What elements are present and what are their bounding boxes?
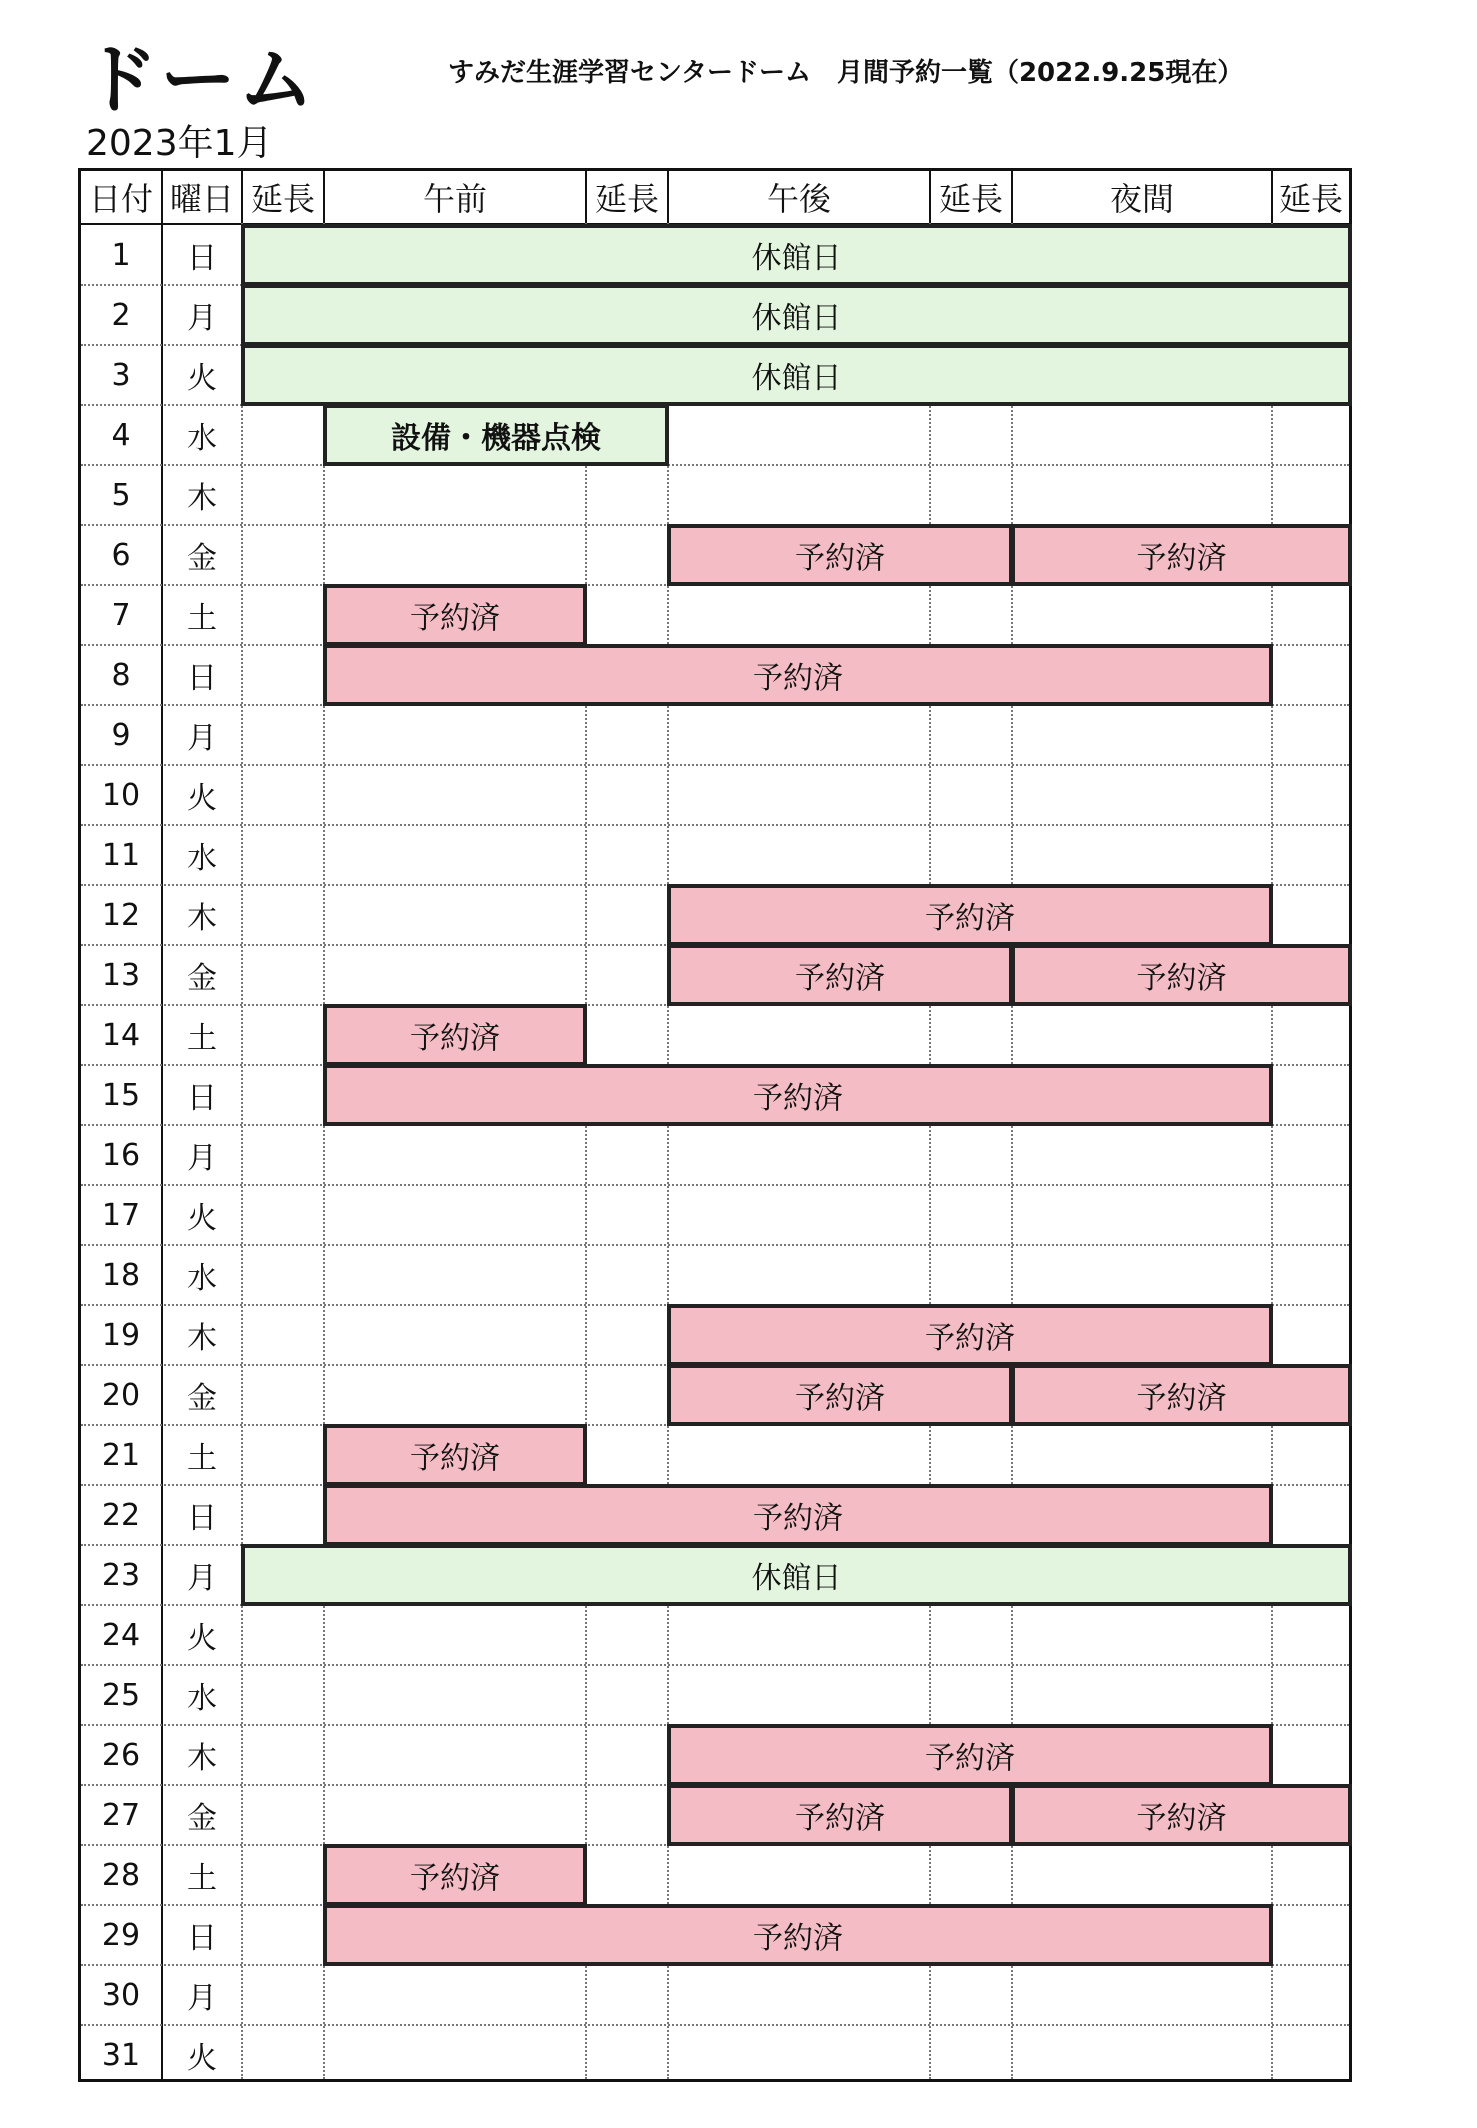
header-date: 日付 bbox=[81, 171, 163, 223]
facility-title: ドーム bbox=[82, 35, 316, 124]
reservation-block: 予約済 bbox=[667, 1364, 1013, 1426]
weekday-cell: 火 bbox=[187, 361, 217, 396]
table-row bbox=[81, 1005, 1349, 1065]
date-cell: 10 bbox=[101, 777, 141, 813]
date-cell: 11 bbox=[101, 837, 141, 873]
reservation-block: 予約済 bbox=[667, 884, 1273, 946]
date-cell: 29 bbox=[101, 1917, 141, 1953]
table-row bbox=[81, 1845, 1349, 1905]
weekday-cell: 土 bbox=[187, 1441, 217, 1476]
reservation-block: 予約済 bbox=[323, 1064, 1273, 1126]
date-cell: 22 bbox=[101, 1497, 141, 1533]
date-cell: 23 bbox=[101, 1557, 141, 1593]
weekday-cell: 月 bbox=[187, 301, 217, 336]
header-weekday: 曜日 bbox=[163, 171, 243, 223]
weekday-cell: 金 bbox=[187, 541, 217, 576]
table-row bbox=[81, 705, 1349, 765]
header-evening: 夜間 bbox=[1013, 171, 1273, 223]
weekday-cell: 月 bbox=[187, 1981, 217, 2016]
date-cell: 28 bbox=[101, 1857, 141, 1893]
header-morning: 午前 bbox=[325, 171, 587, 223]
closed-day-block: 休館日 bbox=[241, 224, 1352, 286]
reservation-block: 予約済 bbox=[667, 1304, 1273, 1366]
maintenance-block: 設備・機器点検 bbox=[323, 404, 669, 466]
table-row bbox=[81, 765, 1349, 825]
closed-day-block: 休館日 bbox=[241, 344, 1352, 406]
weekday-cell: 火 bbox=[187, 781, 217, 816]
date-cell: 3 bbox=[111, 357, 131, 393]
date-cell: 4 bbox=[111, 417, 131, 453]
weekday-cell: 火 bbox=[187, 1201, 217, 1236]
reservation-block: 予約済 bbox=[1011, 1364, 1352, 1426]
reservation-block: 予約済 bbox=[667, 1724, 1273, 1786]
table-row bbox=[81, 465, 1349, 525]
date-cell: 5 bbox=[111, 477, 131, 513]
weekday-cell: 日 bbox=[187, 661, 217, 696]
table-row bbox=[81, 1185, 1349, 1245]
header-ext-3: 延長 bbox=[931, 171, 1013, 223]
weekday-cell: 金 bbox=[187, 1381, 217, 1416]
date-cell: 9 bbox=[111, 717, 131, 753]
reservation-block: 予約済 bbox=[667, 1784, 1013, 1846]
reservation-block: 予約済 bbox=[667, 944, 1013, 1006]
date-cell: 2 bbox=[111, 297, 131, 333]
table-row bbox=[81, 1965, 1349, 2025]
weekday-cell: 土 bbox=[187, 601, 217, 636]
weekday-cell: 木 bbox=[187, 1741, 217, 1776]
date-cell: 20 bbox=[101, 1377, 141, 1413]
weekday-cell: 火 bbox=[187, 1621, 217, 1656]
table-row bbox=[81, 585, 1349, 645]
weekday-cell: 木 bbox=[187, 1321, 217, 1356]
date-cell: 13 bbox=[101, 957, 141, 993]
weekday-cell: 金 bbox=[187, 1801, 217, 1836]
reservation-block: 予約済 bbox=[323, 584, 587, 646]
weekday-cell: 水 bbox=[187, 1681, 217, 1716]
closed-day-block: 休館日 bbox=[241, 1544, 1352, 1606]
header-ext-2: 延長 bbox=[587, 171, 669, 223]
table-row bbox=[81, 1425, 1349, 1485]
reservation-block: 予約済 bbox=[667, 524, 1013, 586]
table-row bbox=[81, 2025, 1349, 2085]
reservation-block: 予約済 bbox=[323, 1004, 587, 1066]
weekday-cell: 土 bbox=[187, 1861, 217, 1896]
date-cell: 16 bbox=[101, 1137, 141, 1173]
date-cell: 19 bbox=[101, 1317, 141, 1353]
reservation-block: 予約済 bbox=[1011, 1784, 1352, 1846]
reservation-block: 予約済 bbox=[1011, 524, 1352, 586]
weekday-cell: 金 bbox=[187, 961, 217, 996]
date-cell: 17 bbox=[101, 1197, 141, 1233]
reservation-grid bbox=[78, 168, 1352, 2082]
reservation-block: 予約済 bbox=[1011, 944, 1352, 1006]
table-row bbox=[81, 1665, 1349, 1725]
header-ext-4: 延長 bbox=[1278, 180, 1343, 218]
weekday-cell: 土 bbox=[187, 1021, 217, 1056]
date-cell: 27 bbox=[101, 1797, 141, 1833]
reservation-block: 予約済 bbox=[323, 1484, 1273, 1546]
weekday-cell: 日 bbox=[187, 1921, 217, 1956]
weekday-cell: 日 bbox=[187, 1501, 217, 1536]
table-row bbox=[81, 825, 1349, 885]
weekday-cell: 水 bbox=[187, 421, 217, 456]
weekday-cell: 水 bbox=[187, 1261, 217, 1296]
header-ext-1: 延長 bbox=[243, 171, 325, 223]
table-row bbox=[81, 1125, 1349, 1185]
date-cell: 8 bbox=[111, 657, 131, 693]
closed-day-block: 休館日 bbox=[241, 284, 1352, 346]
weekday-cell: 日 bbox=[187, 241, 217, 276]
header-afternoon: 午後 bbox=[669, 171, 931, 223]
date-cell: 6 bbox=[111, 537, 131, 573]
date-cell: 21 bbox=[101, 1437, 141, 1473]
weekday-cell: 月 bbox=[187, 721, 217, 756]
date-cell: 30 bbox=[101, 1977, 141, 2013]
reservation-block: 予約済 bbox=[323, 1424, 587, 1486]
document-subtitle: すみだ生涯学習センタードーム 月間予約一覧（2022.9.25現在） bbox=[448, 58, 1244, 88]
table-row bbox=[81, 1605, 1349, 1665]
date-cell: 1 bbox=[111, 237, 131, 273]
weekday-cell: 水 bbox=[187, 841, 217, 876]
table-row bbox=[81, 1245, 1349, 1305]
weekday-cell: 月 bbox=[187, 1141, 217, 1176]
weekday-cell: 火 bbox=[187, 2041, 217, 2076]
weekday-cell: 月 bbox=[187, 1561, 217, 1596]
reservation-block: 予約済 bbox=[323, 644, 1273, 706]
date-cell: 24 bbox=[101, 1617, 141, 1653]
reservation-block: 予約済 bbox=[323, 1844, 587, 1906]
date-cell: 26 bbox=[101, 1737, 141, 1773]
weekday-cell: 日 bbox=[187, 1081, 217, 1116]
month-label: 2023年1月 bbox=[86, 123, 273, 164]
table-row bbox=[81, 405, 1349, 465]
reservation-block: 予約済 bbox=[323, 1904, 1273, 1966]
weekday-cell: 木 bbox=[187, 901, 217, 936]
date-cell: 31 bbox=[101, 2037, 141, 2073]
date-cell: 15 bbox=[101, 1077, 141, 1113]
date-cell: 7 bbox=[111, 597, 131, 633]
date-cell: 12 bbox=[101, 897, 141, 933]
date-cell: 25 bbox=[101, 1677, 141, 1713]
date-cell: 14 bbox=[101, 1017, 141, 1053]
date-cell: 18 bbox=[101, 1257, 141, 1293]
weekday-cell: 木 bbox=[187, 481, 217, 516]
